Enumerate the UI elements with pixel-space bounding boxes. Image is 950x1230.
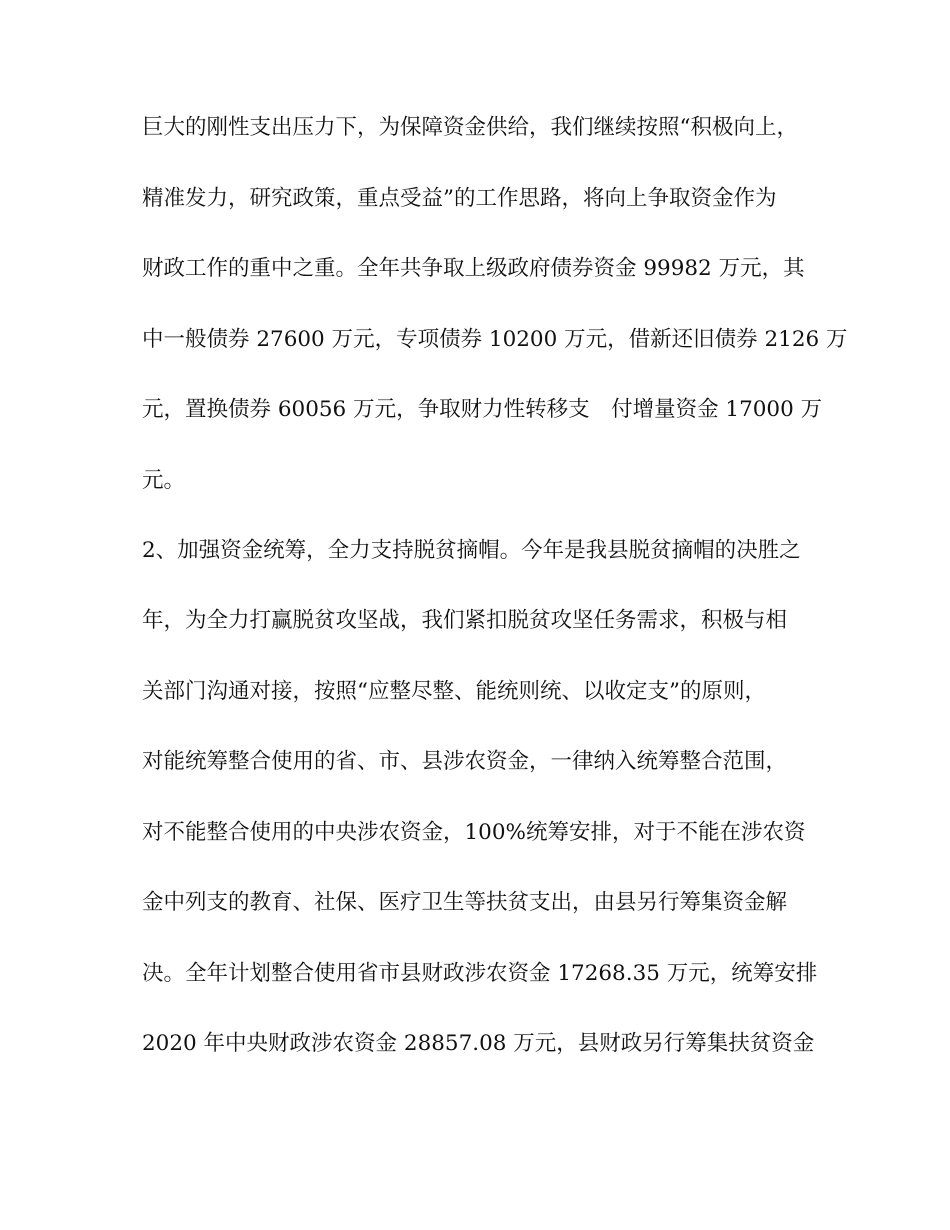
text-line-10: 对能统筹整合使用的省、市、县涉农资金，一律纳入统筹整合范围，: [142, 749, 788, 774]
text-line-11: 对不能整合使用的中央涉农资金，100%统筹安排，对于不能在涉农资: [142, 819, 806, 845]
text-line-3: 财政工作的重中之重。全年共争取上级政府债券资金 99982 万元，其: [142, 256, 805, 281]
text-line-2: 精准发力，研究政策，重点受益”的工作思路，将向上争取资金作为: [142, 185, 777, 211]
text-line-7: 2、加强资金统筹，全力支持脱贫摘帽。今年是我县脱贫摘帽的决胜之: [142, 537, 801, 563]
text-line-8: 年，为全力打赢脱贫攻坚战，我们紧扣脱贫攻坚任务需求，积极与相: [142, 608, 788, 633]
text-line-5: 元，置换债券 60056 万元，争取财力性转移支 付增量资金 17000 万: [142, 397, 823, 422]
text-line-14: 2020 年中央财政涉农资金 28857.08 万元，县财政另行筹集扶贫资金: [142, 1031, 815, 1056]
text-line-4: 中一般债券 27600 万元，专项债券 10200 万元，借新还旧债券 2126 万: [142, 326, 848, 352]
text-line-13: 决。全年计划整合使用省市县财政涉农资金 17268.35 万元，统筹安排: [142, 960, 818, 986]
text-line-6: 元。: [142, 467, 186, 493]
text-line-12: 金中列支的教育、社保、医疗卫生等扶贫支出，由县另行筹集资金解: [142, 890, 788, 915]
body-text: [142, 113, 848, 1100]
text-line-1: 巨大的刚性支出压力下，为保障资金供给，我们继续按照“积极向上，: [142, 115, 798, 140]
text-line-9: 关部门沟通对接，按照“应整尽整、能统则统、以收定支”的原则，: [142, 678, 766, 704]
